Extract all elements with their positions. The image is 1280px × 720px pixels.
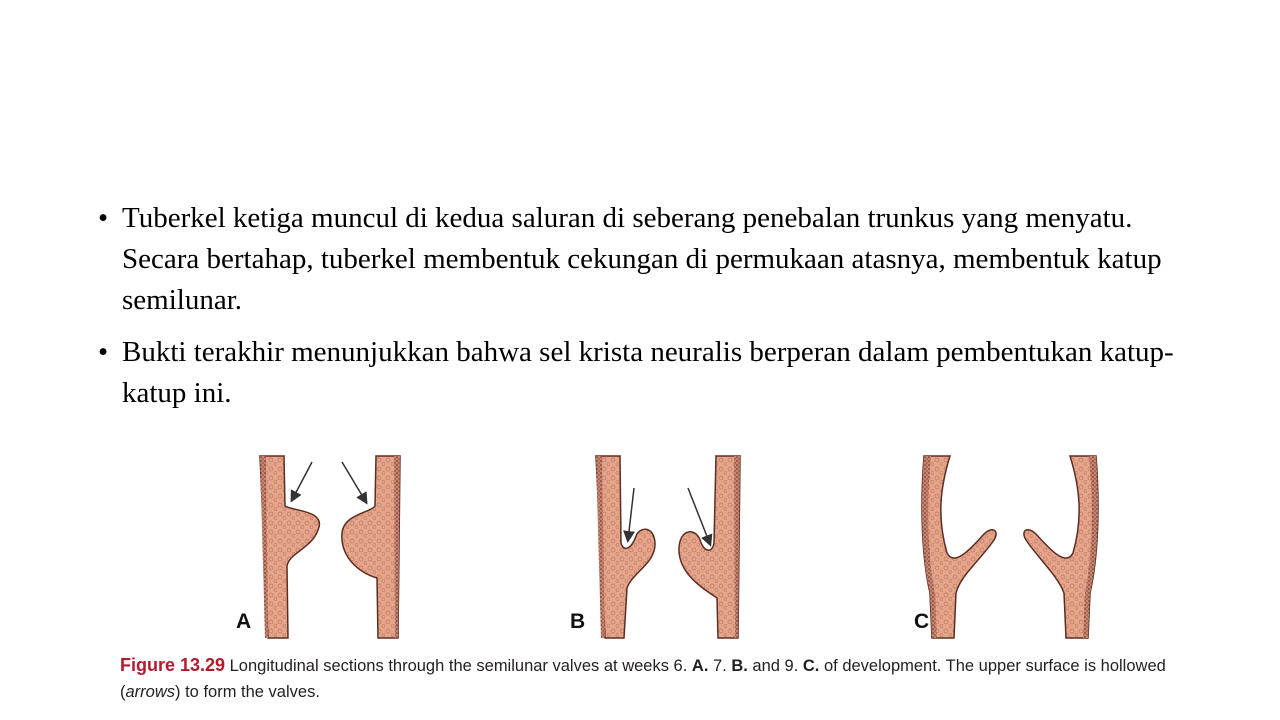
caption-text: Longitudinal sections through the semilunar valves at weeks 6. bbox=[225, 657, 692, 675]
caption-text: 7. bbox=[708, 657, 732, 675]
caption-bold-c: C. bbox=[802, 657, 820, 675]
figure-illustration bbox=[232, 448, 1182, 648]
panel-label-a: A bbox=[236, 610, 252, 633]
caption-text: ) to form the valves. bbox=[175, 683, 320, 701]
caption-bold-b: B. bbox=[731, 657, 748, 675]
bullet-item: • Bukti terakhir menunjukkan bahwa sel krista neuralis berperan dalam pembentukan katup-katup ini. bbox=[98, 332, 1208, 414]
caption-text: and 9. bbox=[747, 657, 803, 675]
caption-bold-a: A. bbox=[691, 657, 709, 675]
caption-text: of development. The upper surface is hollowed ( bbox=[120, 657, 1166, 701]
bullet-item: • Tuberkel ketiga muncul di kedua saluran di seberang penebalan trunkus yang menyatu. Secara bertahap, tuberkel membentuk cekungan di permukaan atasnya, membentuk katup semilunar. bbox=[98, 198, 1208, 321]
panel-c-illustration bbox=[922, 456, 1098, 638]
panel-label-c: C bbox=[914, 610, 930, 633]
panel-b-illustration bbox=[596, 456, 740, 638]
figure-number: Figure 13.29 bbox=[120, 655, 226, 675]
figure-caption bbox=[120, 652, 1170, 705]
panel-label-b: B bbox=[570, 610, 586, 633]
caption-italic-arrows: arrows bbox=[125, 683, 176, 701]
bullet-list bbox=[98, 198, 1208, 425]
panel-a-illustration bbox=[260, 456, 400, 638]
